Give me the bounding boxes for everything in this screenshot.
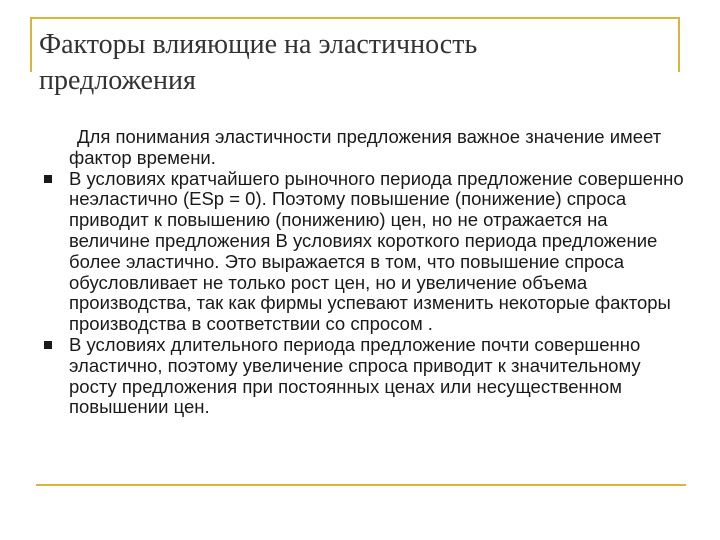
frame-bottom-line (36, 484, 686, 486)
bullet-text: В условиях кратчайшего рыночного периода предложение совершенно неэластично (ESp = 0). Поэтому повышение (понижение) спроса приводит к повышению (понижению) цен, но не отражается на величине предложения В условиях короткого периода предложение более эластично. Это выражается в том, что повышение спроса обусловливает не только рост цен, но и увеличение объема производства, так как фирмы успевают изменить некоторые факторы производства в соответствии со спросом . (69, 167, 684, 335)
slide-title (39, 27, 659, 99)
bullet-text: В условиях длительного периода предложение почти совершенно эластично, поэтому увеличение спроса приводит к значительному росту предложения при постоянных ценах или несущественном повышении цен. (69, 333, 641, 418)
slide-title-line-2: предложения (39, 65, 196, 96)
bullet-item (44, 335, 684, 418)
frame-left-line (30, 17, 32, 72)
square-bullet-icon (44, 175, 52, 183)
bullet-item (44, 169, 684, 335)
square-bullet-icon (44, 341, 52, 349)
frame-top-line (30, 17, 680, 19)
frame-right-line (678, 17, 680, 72)
slide-title-line-1: Факторы влияющие на эластичность (39, 29, 478, 60)
intro-paragraph: Для понимания эластичности предложения важное значение имеет фактор времени. (69, 126, 662, 168)
slide-body (44, 127, 684, 418)
